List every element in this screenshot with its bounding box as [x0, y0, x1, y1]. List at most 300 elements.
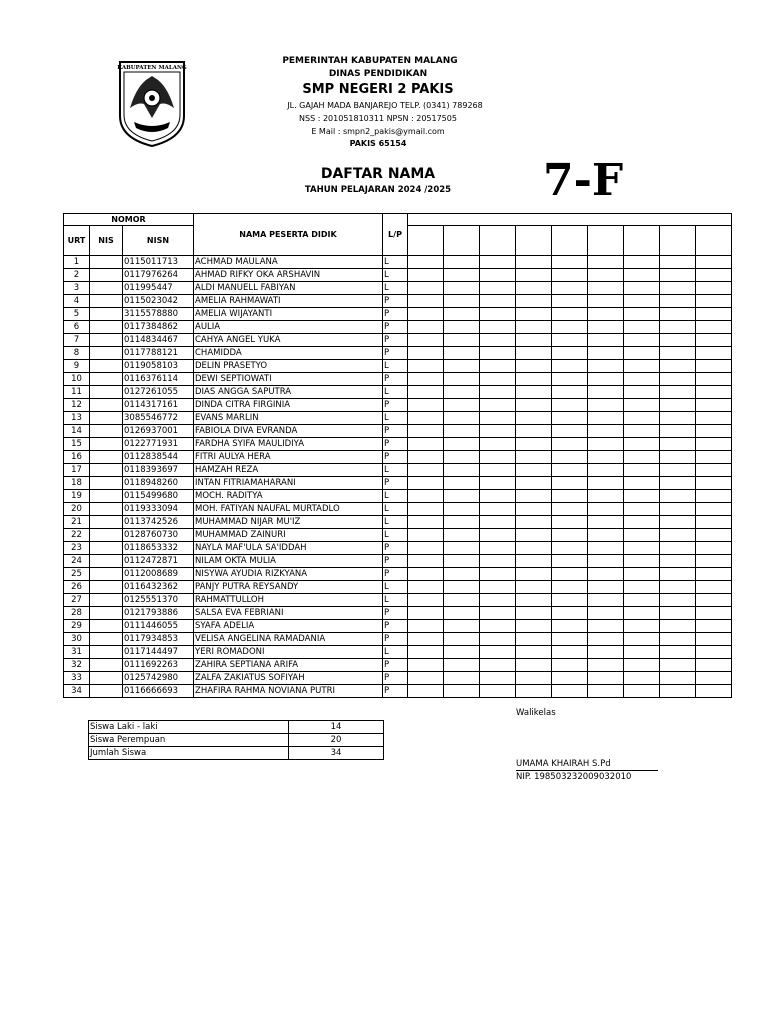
cell-lp: L	[383, 464, 408, 477]
cell-nama: DEWI SEPTIOWATI	[194, 373, 383, 386]
cell-blank	[480, 321, 516, 334]
cell-blank	[444, 633, 480, 646]
cell-blank	[444, 373, 480, 386]
cell-blank	[408, 269, 444, 282]
cell-blank	[696, 425, 732, 438]
cell-blank	[696, 490, 732, 503]
cell-lp: P	[383, 295, 408, 308]
cell-nis	[90, 490, 123, 503]
kabupaten-malang-logo	[116, 58, 188, 148]
cell-blank	[624, 568, 660, 581]
cell-blank	[408, 503, 444, 516]
cell-blank	[480, 256, 516, 269]
summary-row	[89, 721, 384, 734]
cell-blank	[624, 672, 660, 685]
cell-blank	[696, 308, 732, 321]
cell-blank	[408, 256, 444, 269]
cell-nis	[90, 412, 123, 425]
cell-lp: P	[383, 607, 408, 620]
cell-nisn: 0117788121	[123, 347, 194, 360]
cell-blank	[660, 581, 696, 594]
cell-blank	[660, 347, 696, 360]
cell-blank	[660, 477, 696, 490]
cell-blank	[696, 256, 732, 269]
cell-blank	[516, 308, 552, 321]
cell-blank	[444, 425, 480, 438]
cell-lp: P	[383, 555, 408, 568]
cell-nis	[90, 269, 123, 282]
cell-lp: P	[383, 308, 408, 321]
cell-blank	[444, 672, 480, 685]
cell-urt: 26	[64, 581, 90, 594]
cell-blank	[408, 633, 444, 646]
cell-blank	[624, 555, 660, 568]
cell-blank	[588, 451, 624, 464]
cell-blank	[444, 594, 480, 607]
cell-blank	[552, 399, 588, 412]
cell-nis	[90, 516, 123, 529]
cell-blank	[696, 399, 732, 412]
cell-blank	[696, 581, 732, 594]
cell-blank	[588, 607, 624, 620]
cell-blank	[408, 412, 444, 425]
cell-blank	[696, 646, 732, 659]
cell-nama: AULIA	[194, 321, 383, 334]
table-row	[64, 620, 732, 633]
cell-lp: P	[383, 659, 408, 672]
signature-name: UMAMA KHAIRAH S.Pd	[516, 759, 658, 771]
cell-lp: P	[383, 633, 408, 646]
table-row	[64, 321, 732, 334]
cell-lp: P	[383, 685, 408, 698]
cell-lp: P	[383, 373, 408, 386]
cell-urt: 6	[64, 321, 90, 334]
cell-blank	[660, 464, 696, 477]
cell-blank	[552, 360, 588, 373]
cell-blank	[588, 542, 624, 555]
cell-nama: MOCH. RADITYA	[194, 490, 383, 503]
cell-blank	[660, 308, 696, 321]
cell-nama: ALDI MANUELL FABIYAN	[194, 282, 383, 295]
cell-blank	[408, 438, 444, 451]
cell-blank	[552, 503, 588, 516]
blank-col-header	[660, 226, 696, 256]
cell-blank	[552, 685, 588, 698]
cell-nama: RAHMATTULLOH	[194, 594, 383, 607]
signature-role: Walikelas	[516, 708, 556, 718]
cell-blank	[516, 542, 552, 555]
cell-blank	[588, 386, 624, 399]
blank-col-header	[552, 226, 588, 256]
cell-nisn: 0126937001	[123, 425, 194, 438]
cell-blank	[408, 347, 444, 360]
cell-blank	[408, 373, 444, 386]
cell-lp: P	[383, 321, 408, 334]
cell-blank	[660, 360, 696, 373]
cell-blank	[516, 373, 552, 386]
logo-text: KABUPATEN MALANG	[117, 65, 187, 71]
cell-lp: P	[383, 542, 408, 555]
cell-blank	[660, 321, 696, 334]
cell-blank	[588, 373, 624, 386]
cell-urt: 11	[64, 386, 90, 399]
cell-blank	[408, 659, 444, 672]
cell-lp: L	[383, 490, 408, 503]
cell-blank	[588, 347, 624, 360]
cell-blank	[516, 295, 552, 308]
cell-nisn: 0118653332	[123, 542, 194, 555]
table-row	[64, 360, 732, 373]
cell-blank	[588, 633, 624, 646]
cell-blank	[696, 607, 732, 620]
cell-blank	[588, 594, 624, 607]
cell-nis	[90, 438, 123, 451]
cell-blank	[588, 399, 624, 412]
cell-blank	[552, 386, 588, 399]
cell-blank	[480, 282, 516, 295]
cell-blank	[444, 620, 480, 633]
cell-blank	[480, 308, 516, 321]
cell-lp: L	[383, 360, 408, 373]
cell-nama: AMELIA RAHMAWATI	[194, 295, 383, 308]
cell-blank	[660, 620, 696, 633]
cell-blank	[588, 295, 624, 308]
cell-blank	[516, 620, 552, 633]
table-row	[64, 438, 732, 451]
cell-blank	[480, 477, 516, 490]
cell-blank	[480, 555, 516, 568]
cell-nama: NAYLA MAF'ULA SA'IDDAH	[194, 542, 383, 555]
cell-blank	[552, 282, 588, 295]
cell-blank	[516, 633, 552, 646]
cell-blank	[624, 360, 660, 373]
cell-nisn: 0117144497	[123, 646, 194, 659]
cell-urt: 15	[64, 438, 90, 451]
table-row	[64, 490, 732, 503]
cell-urt: 13	[64, 412, 90, 425]
cell-blank	[444, 516, 480, 529]
cell-nama: DELIN PRASETYO	[194, 360, 383, 373]
cell-nis	[90, 347, 123, 360]
cell-lp: P	[383, 334, 408, 347]
table-row	[64, 633, 732, 646]
cell-blank	[624, 464, 660, 477]
cell-blank	[408, 594, 444, 607]
cell-lp: L	[383, 269, 408, 282]
cell-nama: MUHAMMAD NIJAR MU'IZ	[194, 516, 383, 529]
cell-lp: P	[383, 347, 408, 360]
cell-blank	[408, 386, 444, 399]
cell-blank	[480, 672, 516, 685]
cell-blank	[480, 360, 516, 373]
cell-blank	[480, 334, 516, 347]
table-row	[64, 685, 732, 698]
table-row	[64, 256, 732, 269]
summary-row	[89, 747, 384, 760]
cell-blank	[516, 503, 552, 516]
page-title: DAFTAR NAMA	[320, 166, 436, 182]
cell-blank	[552, 646, 588, 659]
cell-nama: ZALFA ZAKIATUS SOFIYAH	[194, 672, 383, 685]
header-urt: URT	[64, 226, 90, 256]
cell-nama: ACHMAD MAULANA	[194, 256, 383, 269]
cell-urt: 24	[64, 555, 90, 568]
cell-blank	[516, 386, 552, 399]
cell-blank	[408, 568, 444, 581]
cell-nisn: 0116432362	[123, 581, 194, 594]
cell-nis	[90, 503, 123, 516]
table-row	[64, 568, 732, 581]
cell-urt: 29	[64, 620, 90, 633]
table-row	[64, 386, 732, 399]
cell-blank	[588, 568, 624, 581]
cell-blank	[624, 347, 660, 360]
cell-blank	[444, 685, 480, 698]
cell-nisn: 0112838544	[123, 451, 194, 464]
cell-blank	[552, 464, 588, 477]
cell-blank	[408, 334, 444, 347]
cell-nisn: 0117976264	[123, 269, 194, 282]
cell-blank	[624, 581, 660, 594]
cell-urt: 2	[64, 269, 90, 282]
cell-nis	[90, 256, 123, 269]
cell-blank	[696, 503, 732, 516]
cell-blank	[660, 451, 696, 464]
cell-nis	[90, 633, 123, 646]
cell-blank	[516, 451, 552, 464]
school-address: JL. GAJAH MADA BANJAREJO TELP. (0341) 789268	[287, 101, 483, 110]
cell-blank	[480, 425, 516, 438]
cell-blank	[624, 542, 660, 555]
cell-blank	[660, 269, 696, 282]
cell-nis	[90, 386, 123, 399]
table-row	[64, 334, 732, 347]
cell-nisn: 0115023042	[123, 295, 194, 308]
cell-nis	[90, 451, 123, 464]
cell-blank	[588, 360, 624, 373]
cell-nis	[90, 308, 123, 321]
cell-nis	[90, 373, 123, 386]
school-city: PAKIS 65154	[349, 139, 407, 148]
cell-blank	[660, 685, 696, 698]
cell-nama: DINDA CITRA FIRGINIA	[194, 399, 383, 412]
cell-blank	[408, 282, 444, 295]
cell-blank	[444, 477, 480, 490]
cell-nis	[90, 360, 123, 373]
cell-blank	[624, 282, 660, 295]
cell-nama: PANJY PUTRA REYSANDY	[194, 581, 383, 594]
cell-blank	[696, 672, 732, 685]
cell-nisn: 0115499680	[123, 490, 194, 503]
summary-row	[89, 734, 384, 747]
cell-nisn: 0112008689	[123, 568, 194, 581]
cell-blank	[516, 555, 552, 568]
summary-label: Siswa Perempuan	[89, 734, 289, 747]
cell-urt: 5	[64, 308, 90, 321]
cell-blank	[624, 295, 660, 308]
cell-lp: L	[383, 646, 408, 659]
header-government: PEMERINTAH KABUPATEN MALANG	[282, 56, 458, 66]
cell-blank	[624, 646, 660, 659]
cell-nis	[90, 464, 123, 477]
cell-blank	[588, 425, 624, 438]
cell-blank	[480, 568, 516, 581]
cell-blank	[480, 659, 516, 672]
cell-blank	[516, 581, 552, 594]
cell-nama: FITRI AULYA HERA	[194, 451, 383, 464]
cell-blank	[516, 412, 552, 425]
cell-nama: ZAHIRA SEPTIANA ARIFA	[194, 659, 383, 672]
cell-blank	[552, 438, 588, 451]
cell-urt: 16	[64, 451, 90, 464]
cell-blank	[588, 555, 624, 568]
cell-blank	[516, 256, 552, 269]
cell-nis	[90, 685, 123, 698]
cell-urt: 8	[64, 347, 90, 360]
cell-blank	[624, 490, 660, 503]
cell-blank	[444, 607, 480, 620]
cell-blank	[624, 594, 660, 607]
cell-blank	[696, 685, 732, 698]
cell-blank	[444, 542, 480, 555]
summary-value: 14	[289, 721, 384, 734]
cell-blank	[408, 399, 444, 412]
cell-blank	[588, 646, 624, 659]
cell-blank	[660, 568, 696, 581]
cell-blank	[552, 412, 588, 425]
table-row	[64, 347, 732, 360]
cell-blank	[624, 451, 660, 464]
cell-blank	[588, 516, 624, 529]
cell-blank	[588, 282, 624, 295]
header-department: DINAS PENDIDIKAN	[328, 69, 428, 79]
cell-blank	[516, 659, 552, 672]
cell-blank	[660, 256, 696, 269]
header-lp: L/P	[383, 214, 408, 256]
cell-blank	[624, 620, 660, 633]
cell-blank	[408, 308, 444, 321]
cell-nis	[90, 295, 123, 308]
summary-table	[88, 720, 384, 760]
cell-urt: 17	[64, 464, 90, 477]
cell-blank	[660, 594, 696, 607]
cell-nama: AHMAD RIFKY OKA ARSHAVIN	[194, 269, 383, 282]
table-row	[64, 594, 732, 607]
cell-lp: L	[383, 581, 408, 594]
cell-nis	[90, 581, 123, 594]
cell-blank	[660, 646, 696, 659]
cell-blank	[660, 542, 696, 555]
cell-urt: 10	[64, 373, 90, 386]
cell-nisn: 0125551370	[123, 594, 194, 607]
cell-blank	[480, 412, 516, 425]
cell-blank	[588, 490, 624, 503]
table-row	[64, 308, 732, 321]
cell-nisn: 0116666693	[123, 685, 194, 698]
cell-blank	[444, 399, 480, 412]
cell-blank	[696, 347, 732, 360]
table-row	[64, 451, 732, 464]
cell-blank	[408, 646, 444, 659]
cell-blank	[696, 321, 732, 334]
cell-nisn: 3085546772	[123, 412, 194, 425]
cell-blank	[444, 503, 480, 516]
cell-blank	[444, 438, 480, 451]
cell-nisn: 0125742980	[123, 672, 194, 685]
cell-nisn: 0116376114	[123, 373, 194, 386]
cell-blank	[516, 685, 552, 698]
summary-value: 20	[289, 734, 384, 747]
cell-blank	[444, 269, 480, 282]
cell-blank	[696, 594, 732, 607]
table-row	[64, 542, 732, 555]
cell-blank	[444, 555, 480, 568]
cell-nis	[90, 659, 123, 672]
cell-blank	[480, 594, 516, 607]
cell-blank	[624, 308, 660, 321]
cell-nama: YERI ROMADONI	[194, 646, 383, 659]
cell-urt: 34	[64, 685, 90, 698]
cell-urt: 21	[64, 516, 90, 529]
cell-urt: 18	[64, 477, 90, 490]
cell-nisn: 0117384862	[123, 321, 194, 334]
cell-blank	[516, 607, 552, 620]
cell-blank	[480, 269, 516, 282]
table-row	[64, 373, 732, 386]
cell-blank	[408, 581, 444, 594]
cell-nisn: 0114317161	[123, 399, 194, 412]
cell-blank	[516, 282, 552, 295]
cell-blank	[552, 529, 588, 542]
table-row	[64, 503, 732, 516]
table-row	[64, 555, 732, 568]
cell-blank	[660, 412, 696, 425]
cell-blank	[480, 373, 516, 386]
cell-blank	[660, 672, 696, 685]
cell-blank	[624, 321, 660, 334]
school-nss-npsn: NSS : 201051810311 NPSN : 20517505	[299, 114, 457, 123]
cell-nama: ZHAFIRA RAHMA NOVIANA PUTRI	[194, 685, 383, 698]
cell-lp: L	[383, 516, 408, 529]
cell-blank	[408, 620, 444, 633]
cell-blank	[660, 295, 696, 308]
table-row	[64, 607, 732, 620]
cell-blank	[588, 672, 624, 685]
cell-blank	[624, 386, 660, 399]
cell-nama: FARDHA SYIFA MAULIDIYA	[194, 438, 383, 451]
table-row	[64, 659, 732, 672]
blank-col-header	[696, 226, 732, 256]
cell-blank	[696, 373, 732, 386]
cell-blank	[480, 347, 516, 360]
blank-col-header	[516, 226, 552, 256]
summary-label: Siswa Laki - laki	[89, 721, 289, 734]
cell-lp: P	[383, 438, 408, 451]
cell-blank	[696, 334, 732, 347]
header-blank	[408, 214, 732, 226]
cell-blank	[408, 321, 444, 334]
cell-blank	[624, 438, 660, 451]
cell-blank	[624, 269, 660, 282]
cell-nama: NILAM OKTA MULIA	[194, 555, 383, 568]
cell-nis	[90, 672, 123, 685]
cell-blank	[444, 581, 480, 594]
cell-nisn: 011995447	[123, 282, 194, 295]
summary-label: Jumlah Siswa	[89, 747, 289, 760]
cell-nama: FABIOLA DIVA EVRANDA	[194, 425, 383, 438]
cell-blank	[444, 490, 480, 503]
cell-urt: 25	[64, 568, 90, 581]
